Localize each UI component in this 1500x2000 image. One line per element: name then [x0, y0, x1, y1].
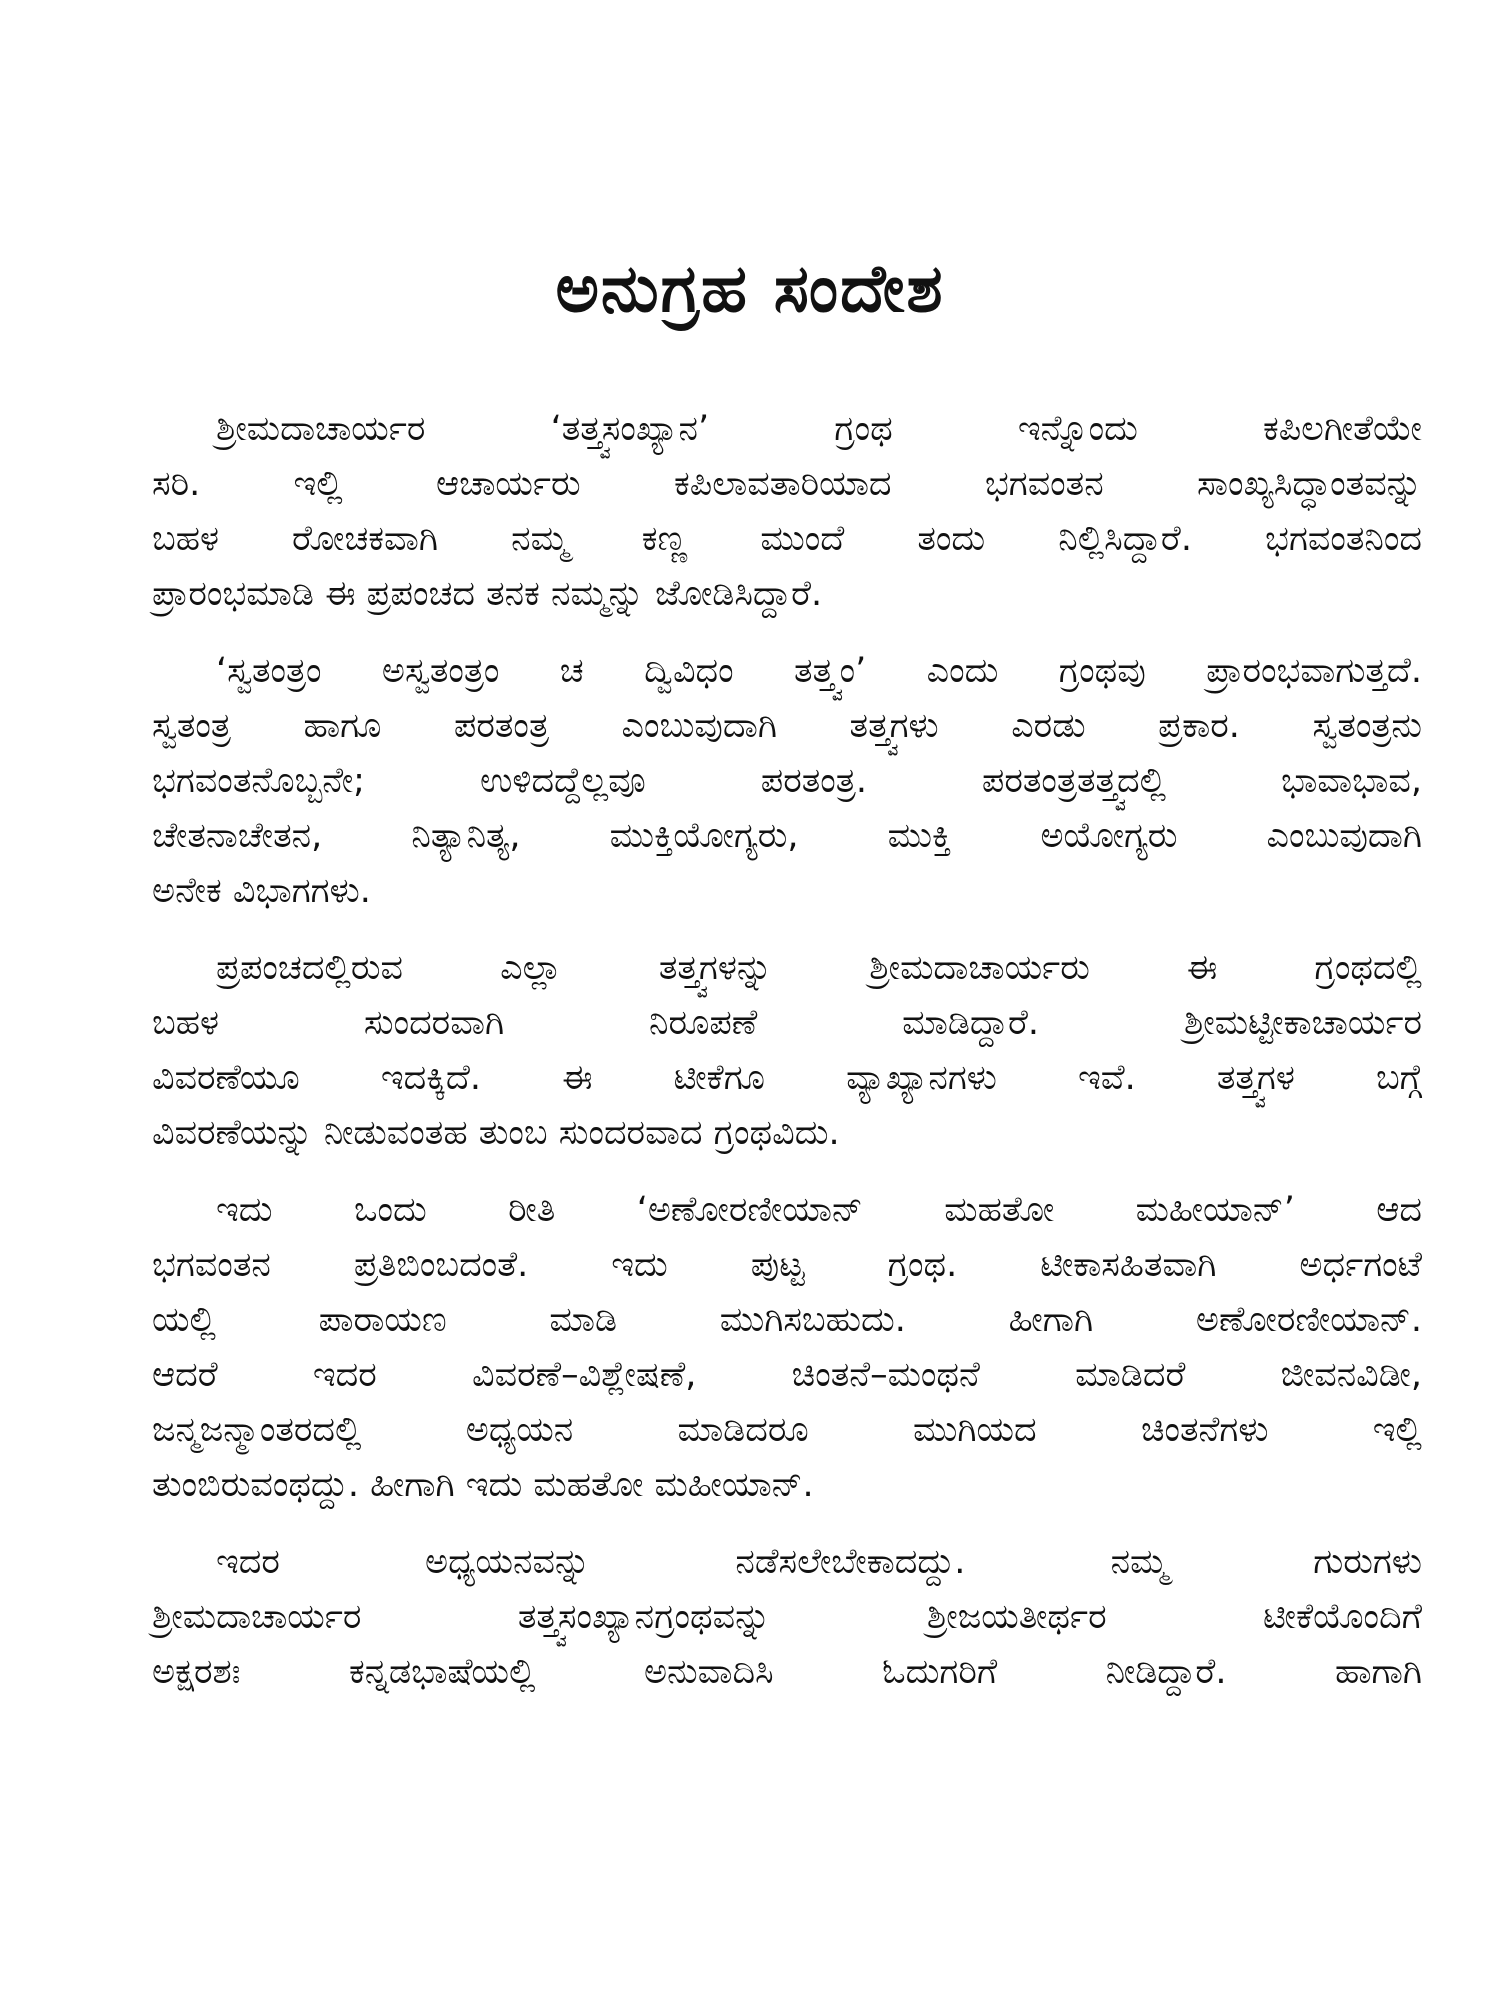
- text-line: ವಿವರಣೆಯನ್ನು ನೀಡುವಂತಹ ತುಂಬ ಸುಂದರವಾದ ಗ್ರಂಥವಿದು.: [152, 1113, 840, 1153]
- text-line: ಭಗವಂತನ ಪ್ರತಿಬಿಂಬದಂತೆ. ಇದು ಪುಟ್ಟ ಗ್ರಂಥ. ಟೀಕಾಸಹಿತವಾಗಿ ಅರ್ಧಗಂಟೆ: [152, 1245, 1422, 1285]
- paragraph: [152, 1183, 1422, 1513]
- text-line: ಬಹಳ ಸುಂದರವಾಗಿ ನಿರೂಪಣೆ ಮಾಡಿದ್ದಾರೆ. ಶ್ರೀಮಟ್ಟೀಕಾಚಾರ್ಯರ: [152, 1003, 1422, 1043]
- text-line: ಪ್ರಪಂಚದಲ್ಲಿರುವ ಎಲ್ಲಾ ತತ್ತ್ವಗಳನ್ನು ಶ್ರೀಮದಾಚಾರ್ಯರು ಈ ಗ್ರಂಥದಲ್ಲಿ: [216, 948, 1422, 988]
- text-line: ಪ್ರಾರಂಭಮಾಡಿ ಈ ಪ್ರಪಂಚದ ತನಕ ನಮ್ಮನ್ನು ಜೋಡಿಸಿದ್ದಾರೆ.: [152, 574, 823, 614]
- text-line: ಅಕ್ಷರಶಃ ಕನ್ನಡಭಾಷೆಯಲ್ಲಿ ಅನುವಾದಿಸಿ ಓದುಗರಿಗೆ ನೀಡಿದ್ದಾರೆ. ಹಾಗಾಗಿ: [152, 1652, 1422, 1692]
- text-line: ಬಹಳ ರೋಚಕವಾಗಿ ನಮ್ಮ ಕಣ್ಣ ಮುಂದೆ ತಂದು ನಿಲ್ಲಿಸಿದ್ದಾರೆ. ಭಗವಂತನಿಂದ: [152, 519, 1422, 559]
- paragraph: [152, 1535, 1422, 1700]
- text-line: ಜನ್ಮಜನ್ಮಾಂತರದಲ್ಲಿ ಅಧ್ಯಯನ ಮಾಡಿದರೂ ಮುಗಿಯದ ಚಿಂತನೆಗಳು ಇಲ್ಲಿ: [152, 1410, 1422, 1450]
- document-body: [152, 402, 1422, 1722]
- paragraph: [152, 644, 1422, 919]
- text-line: ಇದು ಒಂದು ರೀತಿ ‘ಅಣೋರಣೀಯಾನ್ ಮಹತೋ ಮಹೀಯಾನ್’ ಆದ: [216, 1190, 1422, 1230]
- paragraph: [152, 941, 1422, 1161]
- text-line: ಸ್ವತಂತ್ರ ಹಾಗೂ ಪರತಂತ್ರ ಎಂಬುವುದಾಗಿ ತತ್ತ್ವಗಳು ಎರಡು ಪ್ರಕಾರ. ಸ್ವತಂತ್ರನು: [152, 706, 1422, 746]
- paragraph: [152, 402, 1422, 622]
- text-line: ಆದರೆ ಇದರ ವಿವರಣೆ–ವಿಶ್ಲೇಷಣೆ, ಚಿಂತನೆ–ಮಂಥನೆ ಮಾಡಿದರೆ ಜೀವನವಿಡೀ,: [152, 1355, 1422, 1395]
- text-line: ಯಲ್ಲಿ ಪಾರಾಯಣ ಮಾಡಿ ಮುಗಿಸಬಹುದು. ಹೀಗಾಗಿ ಅಣೋರಣೀಯಾನ್.: [152, 1300, 1422, 1340]
- text-line: ಇದರ ಅಧ್ಯಯನವನ್ನು ನಡೆಸಲೇಬೇಕಾದದ್ದು. ನಮ್ಮ ಗುರುಗಳು: [216, 1542, 1422, 1582]
- text-line: ಅನೇಕ ವಿಭಾಗಗಳು.: [152, 871, 371, 911]
- text-line: ತುಂಬಿರುವಂಥದ್ದು. ಹೀಗಾಗಿ ಇದು ಮಹತೋ ಮಹೀಯಾನ್.: [152, 1465, 814, 1505]
- text-line: ಶ್ರೀಮದಾಚಾರ್ಯರ ತತ್ತ್ವಸಂಖ್ಯಾನಗ್ರಂಥವನ್ನು ಶ್ರೀಜಯತೀರ್ಥರ ಟೀಕೆಯೊಂದಿಗೆ: [152, 1597, 1422, 1637]
- text-line: ಚೇತನಾಚೇತನ, ನಿತ್ಯಾನಿತ್ಯ, ಮುಕ್ತಿಯೋಗ್ಯರು, ಮುಕ್ತಿ ಅಯೋಗ್ಯರು ಎಂಬುವುದಾಗಿ: [152, 816, 1422, 856]
- page-title: ಅನುಗ್ರಹ ಸಂದೇಶ: [555, 250, 945, 328]
- text-line: ಭಗವಂತನೊಬ್ಬನೇ; ಉಳಿದದ್ದೆಲ್ಲವೂ ಪರತಂತ್ರ. ಪರತಂತ್ರತತ್ತ್ವದಲ್ಲಿ ಭಾವಾಭಾವ,: [152, 761, 1422, 801]
- text-line: ಶ್ರೀಮದಾಚಾರ್ಯರ ‘ತತ್ತ್ವಸಂಖ್ಯಾನ’ ಗ್ರಂಥ ಇನ್ನೊಂದು ಕಪಿಲಗೀತೆಯೇ: [216, 409, 1422, 449]
- text-line: ವಿವರಣೆಯೂ ಇದಕ್ಕಿದೆ. ಈ ಟೀಕೆಗೂ ವ್ಯಾಖ್ಯಾನಗಳು ಇವೆ. ತತ್ತ್ವಗಳ ಬಗ್ಗೆ: [152, 1058, 1422, 1098]
- text-line: ಸರಿ. ಇಲ್ಲಿ ಆಚಾರ್ಯರು ಕಪಿಲಾವತಾರಿಯಾದ ಭಗವಂತನ ಸಾಂಖ್ಯಸಿದ್ಧಾಂತವನ್ನು: [152, 464, 1422, 504]
- text-line: ‘ಸ್ವತಂತ್ರಂ ಅಸ್ವತಂತ್ರಂ ಚ ದ್ವಿವಿಧಂ ತತ್ತ್ವಂ’ ಎಂದು ಗ್ರಂಥವು ಪ್ರಾರಂಭವಾಗುತ್ತದೆ.: [216, 651, 1422, 691]
